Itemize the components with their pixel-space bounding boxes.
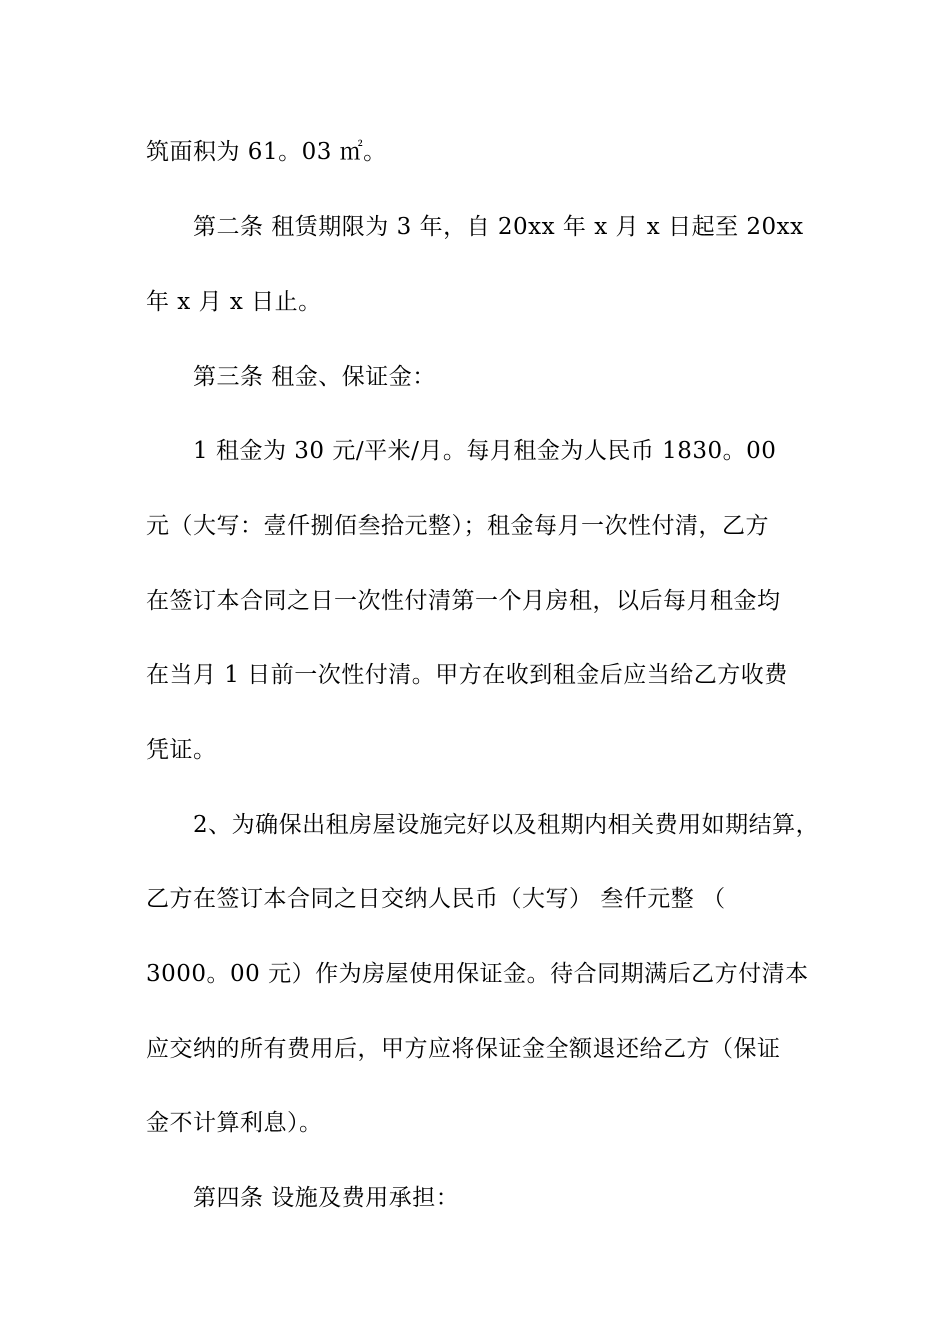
text-line: 乙方在签订本合同之日交纳人民币（大写） 叁仟元整 （	[146, 886, 726, 912]
text-line: 在当月 1 日前一次性付清。甲方在收到租金后应当给乙方收费	[146, 662, 788, 688]
text-line: 应交纳的所有费用后，甲方应将保证金全额退还给乙方（保证	[146, 1036, 781, 1062]
text-line: 3000。00 元）作为房屋使用保证金。待合同期满后乙方付清本	[146, 961, 809, 987]
text-line: 2、为确保出租房屋设施完好以及租期内相关费用如期结算，	[193, 812, 820, 838]
text-line: 元（大写：壹仟捌佰叁拾元整）；租金每月一次性付清，乙方	[146, 513, 769, 539]
text-line: 在签订本合同之日一次性付清第一个月房租，以后每月租金均	[146, 588, 781, 614]
article-4-heading: 第四条 设施及费用承担：	[193, 1185, 460, 1211]
article-3-heading: 第三条 租金、保证金：	[193, 364, 436, 390]
text-line: 凭证。	[146, 737, 217, 763]
text-line: 金不计算利息）。	[146, 1110, 323, 1136]
article-2-line: 第二条 租赁期限为 3 年，自 20xx 年 x 月 x 日起至 20xx	[193, 214, 804, 240]
text-line: 筑面积为 61。03 ㎡。	[146, 139, 387, 165]
text-line: 1 租金为 30 元/平米/月。每月租金为人民币 1830。00	[193, 438, 777, 464]
text-line: 年 x 月 x 日止。	[146, 289, 322, 315]
